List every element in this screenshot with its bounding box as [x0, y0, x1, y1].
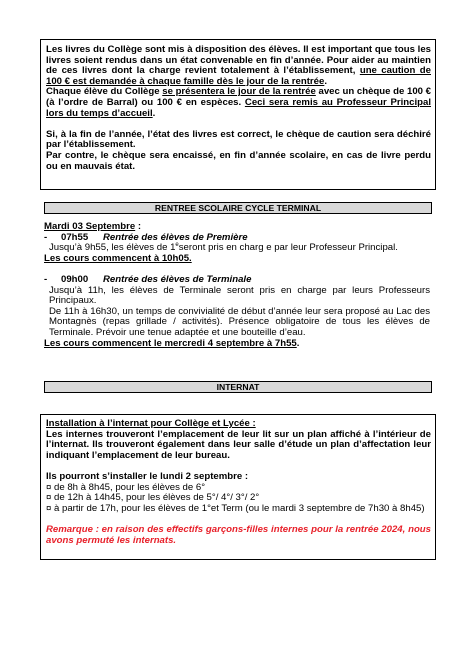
internat-box — [40, 414, 436, 560]
terminale-title: Rentrée des élèves de Terminale — [103, 273, 252, 285]
terminale-line: Montagnès (repas grillade / activités). Présence obligatoire de tous les élèves de — [49, 316, 430, 328]
terminale-line: Jusqu’à 11h, les élèves de Terminale seront pris en charge par leurs Professeurs — [49, 284, 430, 296]
install-item: ¤ de 8h à 8h45, pour les élèves de 6° — [46, 481, 206, 493]
install-item: ¤ de 12h à 14h45, pour les élèves de 5°/ 4°/ 3°/ 2° — [46, 492, 260, 504]
time: 07h55 — [61, 231, 89, 243]
terminale-line: De 11h à 16h30, un temps de convivialité de début d’année leur sera proposé au Lac des — [49, 305, 430, 317]
terminale-row — [44, 275, 430, 286]
remark-line: Remarque : en raison des effectifs garçons-filles internes pour la rentrée 2024, nous — [46, 523, 431, 535]
section-header-terminal: RENTREE SCOLAIRE CYCLE TERMINAL — [44, 202, 432, 214]
box1-line: (à l’ordre de Barral) ou 100 € en espèces. Ceci sera remis au Professeur Principal — [46, 96, 431, 108]
book-deposit-box — [40, 39, 436, 190]
box1-line: Les livres du Collège sont mis à disposition des élèves. Il est important que tous les — [46, 44, 431, 55]
box1-line: 100 € est demandée à chaque famille dès le jour de la rentrée. — [46, 75, 328, 87]
time: 09h00 — [61, 273, 89, 285]
dash: - — [44, 231, 48, 243]
install-title: Ils pourront s’installer le lundi 2 septembre : — [46, 470, 249, 482]
section-header-internat: INTERNAT — [44, 381, 432, 393]
internat-line: Les internes trouveront l’emplacement de leur lit sur un plan affiché à l’intérieur de — [46, 428, 431, 440]
install-item: ¤ à partir de 17h, pour les élèves de 1°et Term (ou le mardi 3 septembre de 7h30 à 8h45) — [46, 502, 425, 514]
box1-line: livres soient rendus dans un état convenable en fin d’année. Pour aider au maintien — [46, 54, 431, 66]
internat-line: l’internat. Ils trouveront également dans leur salle d’étude un plan d’affectation leur — [46, 439, 431, 451]
terminal-section — [44, 222, 430, 349]
terminale-line: Terminale. Prévoir une tenue adaptée et une bouteille d’eau. — [49, 326, 306, 338]
internat-line: indiquant l’emplacement de leur bureau. — [46, 449, 230, 461]
box1-line: ou en mauvais état. — [46, 160, 136, 172]
box1-line: lors du temps d’accueil. — [46, 107, 156, 119]
date-line: Mardi 03 Septembre : — [44, 221, 142, 232]
premiere-cours: Les cours commencent à 10h05. — [44, 252, 192, 264]
box1-line: Si, à la fin de l’année, l’état des livres est correct, le chèque de caution sera déchiré — [46, 128, 431, 140]
terminale-line: Principaux. — [49, 295, 97, 307]
remark-line: avons permuté les internats. — [46, 534, 177, 546]
box1-line: de ces livres dont la charge revient totalement à l’établissement, une caution de — [46, 65, 431, 77]
box1-line: Chaque élève du Collège se présentera le jour de la rentrée avec un chèque de 100 € — [46, 86, 431, 98]
dash: - — [44, 273, 48, 285]
premiere-title: Rentrée des élèves de Première — [103, 231, 248, 243]
terminale-cours: Les cours commencent le mercredi 4 septembre à 7h55. — [44, 337, 300, 349]
internat-title: Installation à l’internat pour Collège et Lycée : — [46, 418, 256, 429]
premiere-line: Jusqu’à 9h55, les élèves de 1eseront pris en charg e par leur Professeur Principal. — [49, 242, 398, 254]
box1-line: Par contre, le chèque sera encaissé, en fin d’année scolaire, en cas de livre perdu — [46, 149, 431, 161]
box1-line: par l’établissement. — [46, 139, 136, 151]
